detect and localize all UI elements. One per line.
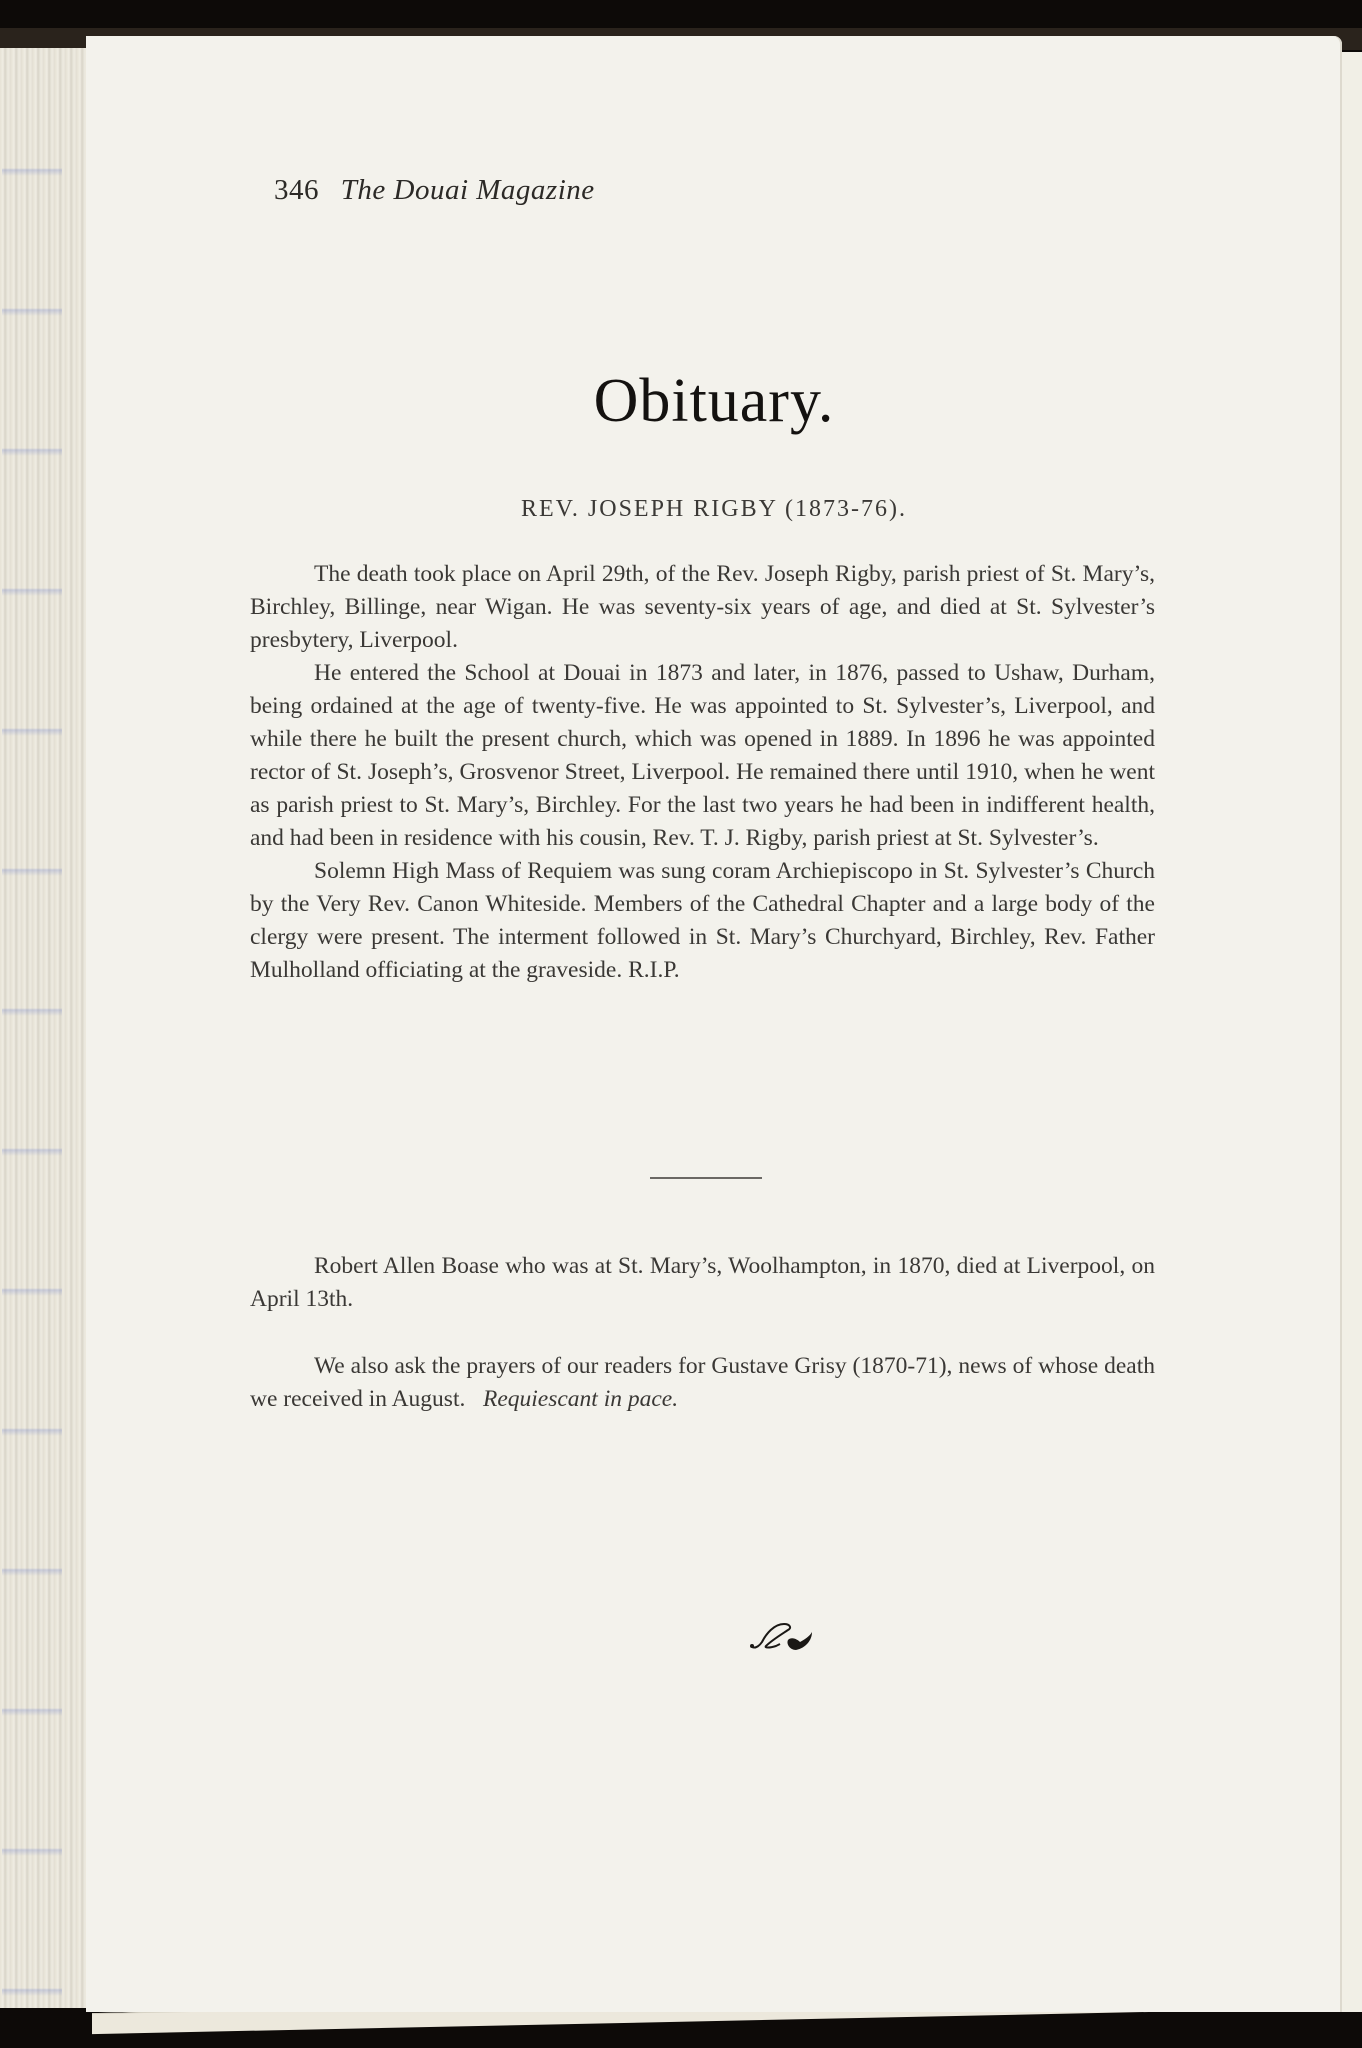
- paragraph: Robert Allen Boase who was at St. Mary’s, Woolhampton, in 1870, died at Liverpool, on April 13th.: [250, 1253, 1155, 1312]
- obituary-body: [250, 558, 1155, 987]
- next-leaf-edge: [1339, 52, 1362, 2012]
- paragraph: [250, 1350, 1155, 1416]
- leaf-flourish-icon: [746, 1616, 826, 1656]
- section-divider: [650, 1177, 762, 1179]
- paragraph: He entered the School at Douai in 1873 and later, in 1876, passed to Ushaw, Durham, being ordained at the age of twenty-five. He was appointed to St. Sylvester’s, Liverpool, and while there he built the present church, which was opened in 1889. In 1896 he was appointed rector of St. Joseph’s, Grosvenor Street, Liverpool. He remained there until 1910, when he went as parish priest to St. Mary’s, Birchley. For the last two years he had been in indifferent health, and had been in residence with his cousin, Rev. T. J. Rigby, parish priest at St. Sylvester’s.: [250, 660, 1155, 851]
- book-page: [86, 36, 1342, 2012]
- article-title: Obituary.: [593, 367, 835, 435]
- note-grisy: [250, 1350, 1155, 1416]
- closing-prayer: Requiescant in pace.: [482, 1386, 679, 1412]
- note-boase: [250, 1250, 1155, 1316]
- grisy-text: We also ask the prayers of our readers for Gustave Grisy (1870-71), news of whose death we received in August.: [250, 1353, 1155, 1412]
- page-stack-marks: [2, 108, 62, 2008]
- page-number: 346: [274, 174, 319, 206]
- article-subtitle: REV. JOSEPH RIGBY (1873-76).: [520, 496, 908, 522]
- magazine-title: The Douai Magazine: [340, 174, 595, 206]
- paragraph: The death took place on April 29th, of the Rev. Joseph Rigby, parish priest of St. Mary’s, Birchley, Billinge, near Wigan. He was seventy-six years of age, and died at St. Sylvester’s presbytery, Liverpool.: [250, 561, 1155, 653]
- running-head: [274, 174, 595, 207]
- page-stack-edge: [0, 48, 92, 2008]
- paragraph: Solemn High Mass of Requiem was sung coram Archiepiscopo in St. Sylvester’s Church by the Very Rev. Canon Whiteside. Members of the Cathedral Chapter and a large body of the clergy were present. The interment followed in St. Mary’s Churchyard, Birchley, Rev. Father Mulholland officiating at the graveside. R.I.P.: [250, 858, 1155, 983]
